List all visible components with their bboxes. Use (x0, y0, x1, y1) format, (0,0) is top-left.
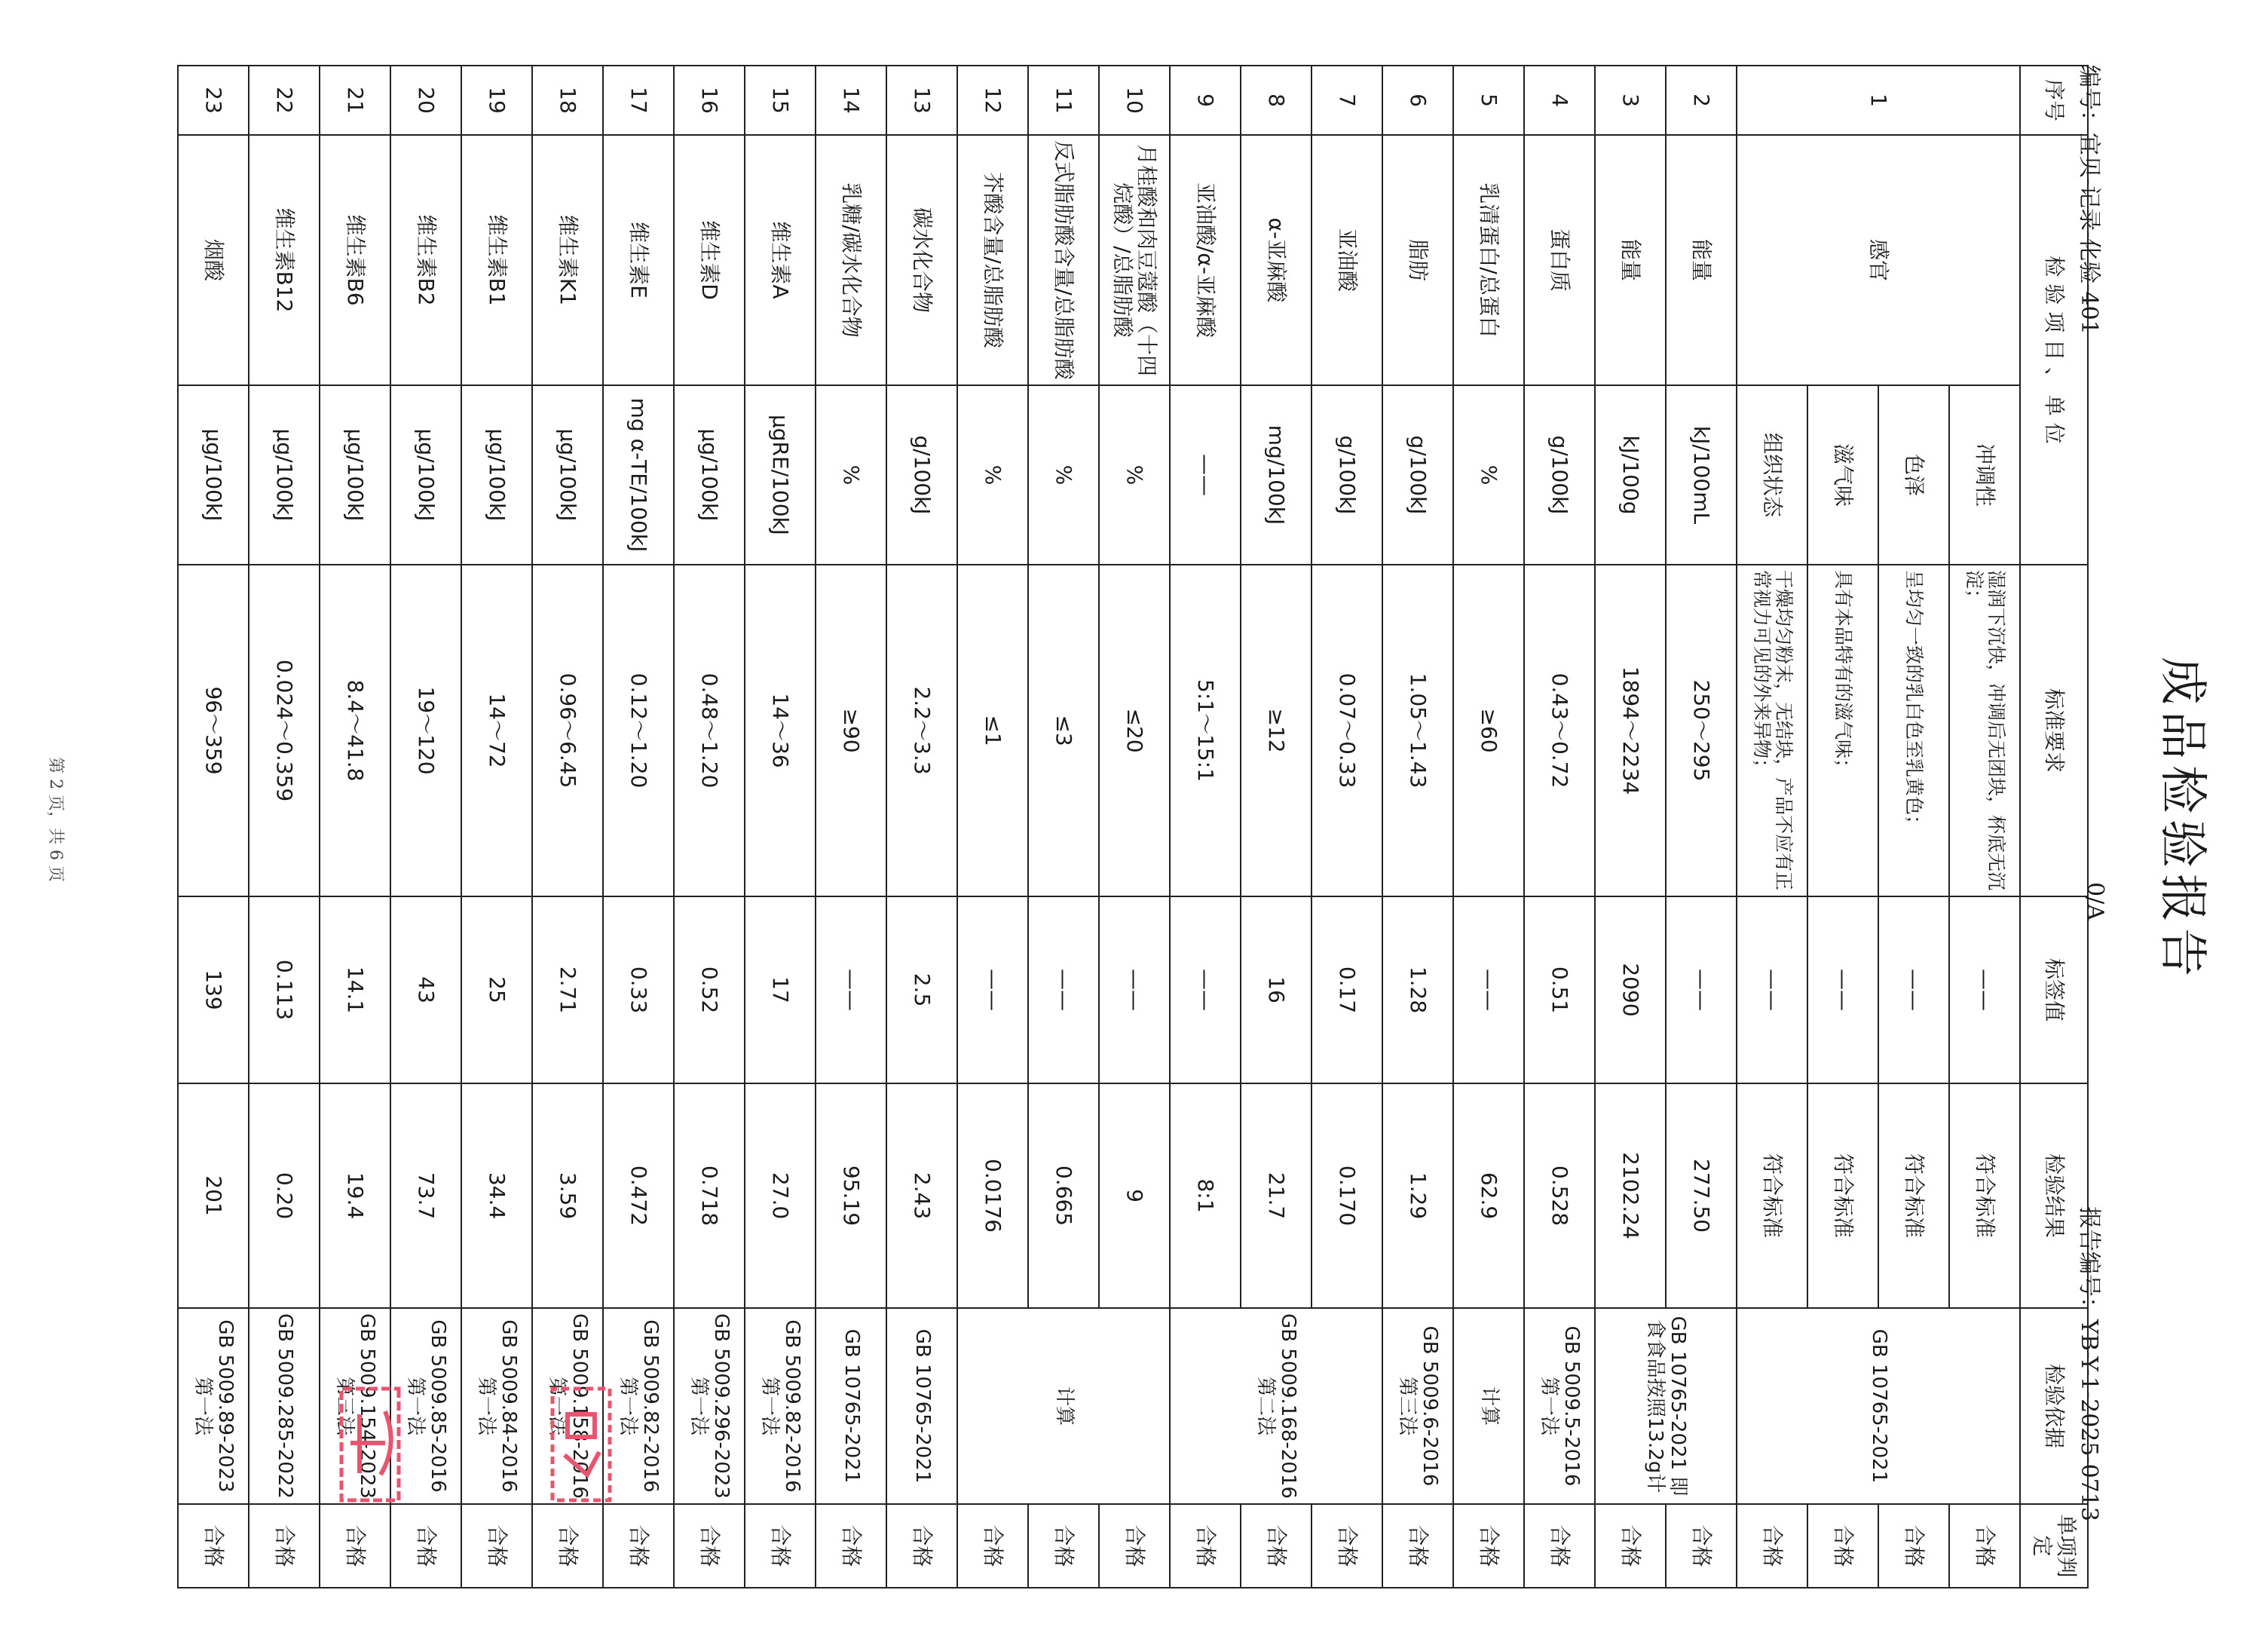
requirement-cell: 14～72 (461, 565, 532, 896)
requirement-cell: 具有本品特有的滋气味； (1807, 565, 1878, 896)
requirement-cell: 呈均匀一致的乳白色至乳黄色； (1878, 565, 1949, 896)
item-name: 亚油酸 (1312, 135, 1382, 385)
requirement-cell: 14～36 (745, 565, 816, 896)
table-row (390, 66, 461, 1588)
label-value-cell: —— (1028, 896, 1099, 1083)
result-cell: 0.528 (1524, 1083, 1595, 1308)
table-row (1099, 66, 1170, 1588)
row-number: 19 (461, 66, 532, 135)
row-number: 22 (249, 66, 320, 135)
requirement-cell: ≤1 (957, 565, 1028, 896)
requirement-cell: 5:1～15:1 (1170, 565, 1241, 896)
row-number: 20 (390, 66, 461, 135)
table-row (178, 66, 249, 1588)
verdict-cell: 合格 (1028, 1504, 1099, 1588)
result-cell: 0.170 (1312, 1083, 1382, 1308)
verdict-cell: 合格 (1666, 1504, 1737, 1588)
label-value-cell: —— (1878, 896, 1949, 1083)
label-value-cell: —— (816, 896, 886, 1083)
result-cell: 34.4 (461, 1083, 532, 1308)
label-value-cell: 0.51 (1524, 896, 1595, 1083)
result-cell: 201 (178, 1083, 249, 1308)
item-name: 能量 (1666, 135, 1737, 385)
row-number: 11 (1028, 66, 1099, 135)
result-cell: 8:1 (1170, 1083, 1241, 1308)
label-value-cell: —— (957, 896, 1028, 1083)
item-name: 维生素A (745, 135, 816, 385)
basis-cell: GB 5009.296-2023 第一法 (674, 1308, 745, 1504)
unit-cell: g/100kJ (1524, 385, 1595, 565)
unit-cell: % (1099, 385, 1170, 565)
report-number: 报告编号：YB-Y-1-2025-0713 (2076, 1206, 2102, 1521)
table-row (532, 66, 603, 1588)
requirement-cell: ≥90 (816, 565, 886, 896)
basis-cell: GB 5009.158-2016 第一法 (532, 1308, 603, 1504)
unit-cell: μg/100kJ (674, 385, 745, 565)
label-value-cell: —— (1453, 896, 1524, 1083)
requirement-cell: 1894～2234 (1595, 565, 1666, 896)
unit-cell: % (1028, 385, 1099, 565)
unit-cell: μg/100kJ (178, 385, 249, 565)
table-row (1312, 66, 1382, 1588)
basis-cell: GB 5009.82-2016 第一法 (603, 1308, 674, 1504)
label-value-cell: 1.28 (1382, 896, 1453, 1083)
verdict-cell: 合格 (1453, 1504, 1524, 1588)
unit-cell: μg/100kJ (249, 385, 320, 565)
document-code: 编号：宜贝-记录-化验-401 (2076, 65, 2102, 335)
result-cell: 62.9 (1453, 1083, 1524, 1308)
row-number: 8 (1241, 66, 1312, 135)
label-value-cell: 14.1 (320, 896, 390, 1083)
row-number: 6 (1382, 66, 1453, 135)
item-name: 碳水化合物 (886, 135, 957, 385)
label-value-cell: 43 (390, 896, 461, 1083)
row-number: 1 (1737, 66, 2020, 135)
verdict-cell: 合格 (1595, 1504, 1666, 1588)
basis-cell: GB 5009.82-2016 第一法 (745, 1308, 816, 1504)
table-row (249, 66, 320, 1588)
verdict-cell: 合格 (603, 1504, 674, 1588)
basis-cell: GB 5009.168-2016 第二法 (1170, 1308, 1382, 1504)
item-name: 维生素B2 (390, 135, 461, 385)
row-number: 2 (1666, 66, 1737, 135)
label-value-cell: 25 (461, 896, 532, 1083)
row-number: 18 (532, 66, 603, 135)
label-value-cell: —— (1170, 896, 1241, 1083)
basis-cell: GB 5009.285-2022 (249, 1308, 320, 1504)
verdict-cell: 合格 (1241, 1504, 1312, 1588)
header-cell: 检验依据 (2020, 1308, 2088, 1504)
unit-cell: % (1453, 385, 1524, 565)
basis-cell: GB 10765-2021 (1737, 1308, 2020, 1504)
verdict-cell: 合格 (745, 1504, 816, 1588)
requirement-cell: 0.96～6.45 (532, 565, 603, 896)
header-cell: 序号 (2020, 66, 2088, 135)
verdict-cell: 合格 (1170, 1504, 1241, 1588)
unit-cell: —— (1170, 385, 1241, 565)
unit-cell: 滋气味 (1807, 385, 1878, 565)
unit-cell: μg/100kJ (320, 385, 390, 565)
result-cell: 1.29 (1382, 1083, 1453, 1308)
table-header-row (2020, 66, 2088, 1588)
unit-cell: % (957, 385, 1028, 565)
item-name: 维生素B12 (249, 135, 320, 385)
item-name: 亚油酸/α-亚麻酸 (1170, 135, 1241, 385)
basis-cell: 计算 (957, 1308, 1170, 1504)
label-value-cell: 139 (178, 896, 249, 1083)
result-cell: 0.20 (249, 1083, 320, 1308)
result-cell: 符合标准 (1949, 1083, 2020, 1308)
header-cell: 单项判定 (2020, 1504, 2088, 1588)
header-cell: 检验结果 (2020, 1083, 2088, 1308)
table-row (1382, 66, 1453, 1588)
verdict-cell: 合格 (1524, 1504, 1595, 1588)
verdict-cell: 合格 (957, 1504, 1028, 1588)
verdict-cell: 合格 (532, 1504, 603, 1588)
verdict-cell: 合格 (178, 1504, 249, 1588)
item-name: 感官 (1737, 135, 2020, 385)
label-value-cell: 2.71 (532, 896, 603, 1083)
row-number: 4 (1524, 66, 1595, 135)
item-name: 乳清蛋白/总蛋白 (1453, 135, 1524, 385)
label-value-cell: 0.17 (1312, 896, 1382, 1083)
result-cell: 0.665 (1028, 1083, 1099, 1308)
requirement-cell: 0.12～1.20 (603, 565, 674, 896)
basis-cell: 计算 (1453, 1308, 1524, 1504)
result-cell: 3.59 (532, 1083, 603, 1308)
basis-cell: GB 5009.84-2016 第一法 (461, 1308, 532, 1504)
item-name: 能量 (1595, 135, 1666, 385)
unit-cell: mg/100kJ (1241, 385, 1312, 565)
verdict-cell: 合格 (1382, 1504, 1453, 1588)
unit-cell: μg/100kJ (461, 385, 532, 565)
unit-cell: μg/100kJ (532, 385, 603, 565)
label-value-cell: 0.52 (674, 896, 745, 1083)
row-number: 5 (1453, 66, 1524, 135)
requirement-cell: ≥60 (1453, 565, 1524, 896)
red-seal-icon (334, 1384, 406, 1505)
table-row (816, 66, 886, 1588)
result-cell: 2.43 (886, 1083, 957, 1308)
item-name: 蛋白质 (1524, 135, 1595, 385)
table-row (1666, 66, 1737, 1588)
verdict-cell: 合格 (816, 1504, 886, 1588)
unit-cell: μg/100kJ (390, 385, 461, 565)
verdict-cell: 合格 (1099, 1504, 1170, 1588)
requirement-cell: 250～295 (1666, 565, 1737, 896)
requirement-cell: 19～120 (390, 565, 461, 896)
basis-cell: GB 5009.89-2023 第一法 (178, 1308, 249, 1504)
unit-cell: g/100kJ (1382, 385, 1453, 565)
result-cell: 0.472 (603, 1083, 674, 1308)
table-row (320, 66, 390, 1588)
item-name: α-亚麻酸 (1241, 135, 1312, 385)
result-cell: 27.0 (745, 1083, 816, 1308)
row-number: 12 (957, 66, 1028, 135)
result-cell: 19.4 (320, 1083, 390, 1308)
basis-cell: GB 5009.154-2023 第三法 (320, 1308, 390, 1504)
label-value-cell: 17 (745, 896, 816, 1083)
row-number: 10 (1099, 66, 1170, 135)
requirement-cell: 2.2～3.3 (886, 565, 957, 896)
unit-cell: kJ/100g (1595, 385, 1666, 565)
label-value-cell: 2.5 (886, 896, 957, 1083)
report-title: 成品检验报告 (2154, 657, 2210, 982)
item-name: 脂肪 (1382, 135, 1453, 385)
item-name: 维生素D (674, 135, 745, 385)
requirement-cell: 湿润下沉快，冲调后无团块，杯底无沉淀； (1949, 565, 2020, 896)
table-row (674, 66, 745, 1588)
requirement-cell: 1.05～1.43 (1382, 565, 1453, 896)
label-value-cell: —— (1666, 896, 1737, 1083)
table-row (1524, 66, 1595, 1588)
label-value-cell: 2090 (1595, 896, 1666, 1083)
verdict-cell: 合格 (249, 1504, 320, 1588)
item-name: 维生素B6 (320, 135, 390, 385)
row-number: 13 (886, 66, 957, 135)
inspection-table (177, 65, 2089, 1588)
requirement-cell: ≤20 (1099, 565, 1170, 896)
table-row (1949, 66, 2020, 1588)
label-value-cell: —— (1099, 896, 1170, 1083)
verdict-cell: 合格 (674, 1504, 745, 1588)
requirement-cell: 0.07～0.33 (1312, 565, 1382, 896)
basis-cell: GB 5009.5-2016 第一法 (1524, 1308, 1595, 1504)
unit-cell: kJ/100mL (1666, 385, 1737, 565)
unit-cell: 色泽 (1878, 385, 1949, 565)
verdict-cell: 合格 (886, 1504, 957, 1588)
row-number: 17 (603, 66, 674, 135)
basis-cell: GB 5009.6-2016 第三法 (1382, 1308, 1453, 1504)
unit-cell: μgRE/100kJ (745, 385, 816, 565)
item-name: 维生素B1 (461, 135, 532, 385)
row-number: 14 (816, 66, 886, 135)
item-name: 反式脂肪酸含量/总脂肪酸 (1028, 135, 1099, 385)
result-cell: 277.50 (1666, 1083, 1737, 1308)
header-cell: 标准要求 (2020, 565, 2088, 896)
item-name: 乳糖/碳水化合物 (816, 135, 886, 385)
unit-cell: mg α-TE/100kJ (603, 385, 674, 565)
result-cell: 73.7 (390, 1083, 461, 1308)
row-number: 21 (320, 66, 390, 135)
verdict-cell: 合格 (1807, 1504, 1878, 1588)
row-number: 16 (674, 66, 745, 135)
table-row (886, 66, 957, 1588)
requirement-cell: 0.48～1.20 (674, 565, 745, 896)
row-number: 9 (1170, 66, 1241, 135)
requirement-cell: 0.024～0.359 (249, 565, 320, 896)
result-cell: 符合标准 (1737, 1083, 1807, 1308)
verdict-cell: 合格 (461, 1504, 532, 1588)
result-cell: 2102.24 (1595, 1083, 1666, 1308)
requirement-cell: 0.43～0.72 (1524, 565, 1595, 896)
basis-cell: GB 10765-2021 即食食品按照13.2g计 (1595, 1308, 1737, 1504)
item-name: 烟酸 (178, 135, 249, 385)
result-cell: 9 (1099, 1083, 1170, 1308)
verdict-cell: 合格 (1949, 1504, 2020, 1588)
unit-cell: % (816, 385, 886, 565)
item-name: 维生素E (603, 135, 674, 385)
unit-cell: 组织状态 (1737, 385, 1807, 565)
basis-cell: GB 10765-2021 (816, 1308, 886, 1504)
table-row (1453, 66, 1524, 1588)
table-row (461, 66, 532, 1588)
item-name: 芥酸含量/总脂肪酸 (957, 135, 1028, 385)
item-name: 维生素K1 (532, 135, 603, 385)
verdict-cell: 合格 (320, 1504, 390, 1588)
red-seal-icon (545, 1384, 617, 1505)
requirement-cell: 96～359 (178, 565, 249, 896)
label-value-cell: —— (1949, 896, 2020, 1083)
label-value-cell: —— (1807, 896, 1878, 1083)
table-row (603, 66, 674, 1588)
row-number: 3 (1595, 66, 1666, 135)
row-number: 7 (1312, 66, 1382, 135)
result-cell: 符合标准 (1807, 1083, 1878, 1308)
requirement-cell: 干燥均匀粉末，无结块，产品不应有正常视力可见的外来异物； (1737, 565, 1807, 896)
label-value-cell: 0.33 (603, 896, 674, 1083)
requirement-cell: ≥12 (1241, 565, 1312, 896)
result-cell: 符合标准 (1878, 1083, 1949, 1308)
item-name: 月桂酸和肉豆蔻酸（十四烷酸）/总脂肪酸 (1099, 135, 1170, 385)
result-cell: 95.19 (816, 1083, 886, 1308)
label-value-cell: 0.113 (249, 896, 320, 1083)
row-number: 15 (745, 66, 816, 135)
unit-cell: g/100kJ (1312, 385, 1382, 565)
header-cell: 检 验 项 目 、 单 位 (2020, 135, 2088, 565)
result-cell: 0.0176 (957, 1083, 1028, 1308)
unit-cell: 冲调性 (1949, 385, 2020, 565)
label-value-cell: 16 (1241, 896, 1312, 1083)
verdict-cell: 合格 (390, 1504, 461, 1588)
table-row (745, 66, 816, 1588)
requirement-cell: 8.4～41.8 (320, 565, 390, 896)
verdict-cell: 合格 (1737, 1504, 1807, 1588)
page-footer: 第 2 页，共 6 页 (46, 757, 65, 882)
verdict-cell: 合格 (1312, 1504, 1382, 1588)
unit-cell: g/100kJ (886, 385, 957, 565)
basis-cell: GB 10765-2021 (886, 1308, 957, 1504)
basis-cell: GB 5009.85-2016 第一法 (390, 1308, 461, 1504)
requirement-cell: ≤3 (1028, 565, 1099, 896)
result-cell: 0.718 (674, 1083, 745, 1308)
result-cell: 21.7 (1241, 1083, 1312, 1308)
header-cell: 标签值 (2020, 896, 2088, 1083)
row-number: 23 (178, 66, 249, 135)
verdict-cell: 合格 (1878, 1504, 1949, 1588)
document-version: 0/A (2082, 882, 2108, 921)
label-value-cell: —— (1737, 896, 1807, 1083)
